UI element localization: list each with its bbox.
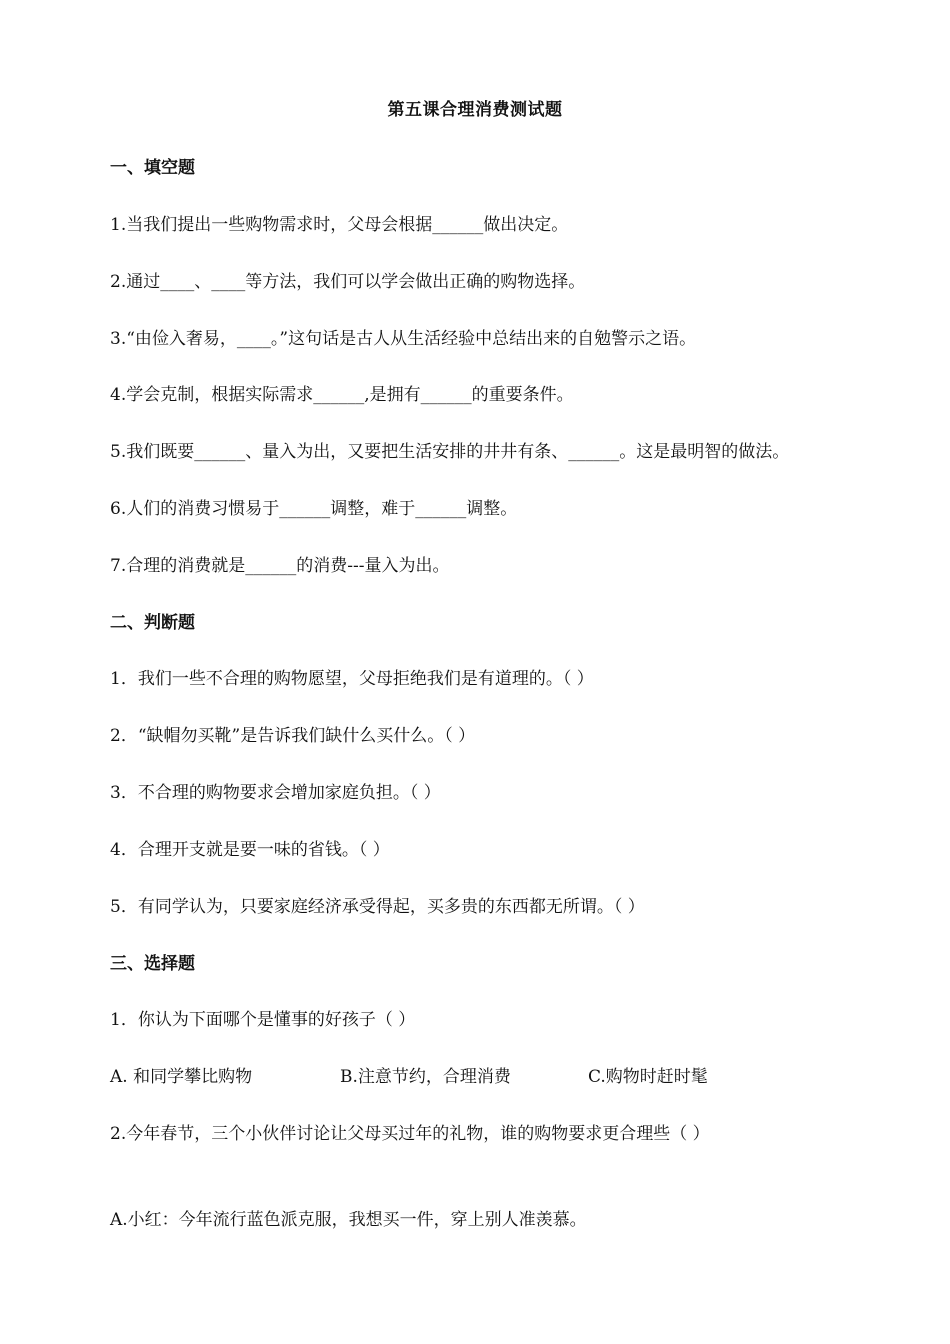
choice-question-1: 1．你认为下面哪个是懂事的好孩子（ ）: [110, 1010, 416, 1030]
true-false-question-1: 1．我们一些不合理的购物愿望，父母拒绝我们是有道理的。（ ）: [110, 669, 594, 689]
section-heading-fill-blank: 一、填空题: [110, 158, 195, 178]
choice-option-c: C.购物时赶时髦: [588, 1067, 708, 1087]
fill-blank-question-7: 7.合理的消费就是______的消费---量入为出。: [110, 556, 450, 576]
choice-question-2-option-a: A.小红：今年流行蓝色派克服，我想买一件，穿上别人准羡慕。: [110, 1210, 587, 1230]
choice-option-a: A. 和同学攀比购物: [110, 1067, 253, 1087]
true-false-question-5: 5．有同学认为，只要家庭经济承受得起，买多贵的东西都无所谓。（ ）: [110, 897, 645, 917]
true-false-question-3: 3．不合理的购物要求会增加家庭负担。（ ）: [110, 783, 441, 803]
true-false-question-2: 2．“缺帽勿买靴”是告诉我们缺什么买什么。（ ）: [110, 726, 476, 746]
true-false-question-4: 4．合理开支就是要一味的省钱。（ ）: [110, 840, 390, 860]
section-heading-true-false: 二、判断题: [110, 613, 195, 633]
fill-blank-question-5: 5.我们既要______、量入为出，又要把生活安排的井井有条、______。这是最明智的做法。: [110, 442, 790, 462]
fill-blank-question-3: 3.“由俭入奢易，____。”这句话是古人从生活经验中总结出来的自勉警示之语。: [110, 329, 697, 349]
page-title: 第五课合理消费测试题: [387, 100, 563, 120]
choice-question-2: 2.今年春节，三个小伙伴讨论让父母买过年的礼物，谁的购物要求更合理些（ ）: [110, 1124, 710, 1144]
fill-blank-question-2: 2.通过____、____等方法，我们可以学会做出正确的购物选择。: [110, 272, 586, 292]
fill-blank-question-4: 4.学会克制，根据实际需求______,是拥有______的重要条件。: [110, 385, 574, 405]
section-heading-multiple-choice: 三、选择题: [110, 954, 195, 974]
choice-option-b: B.注意节约，合理消费: [340, 1067, 511, 1087]
fill-blank-question-1: 1.当我们提出一些购物需求时，父母会根据______做出决定。: [110, 215, 569, 235]
fill-blank-question-6: 6.人们的消费习惯易于______调整，难于______调整。: [110, 499, 518, 519]
choice-question-1-options: [110, 1065, 810, 1089]
